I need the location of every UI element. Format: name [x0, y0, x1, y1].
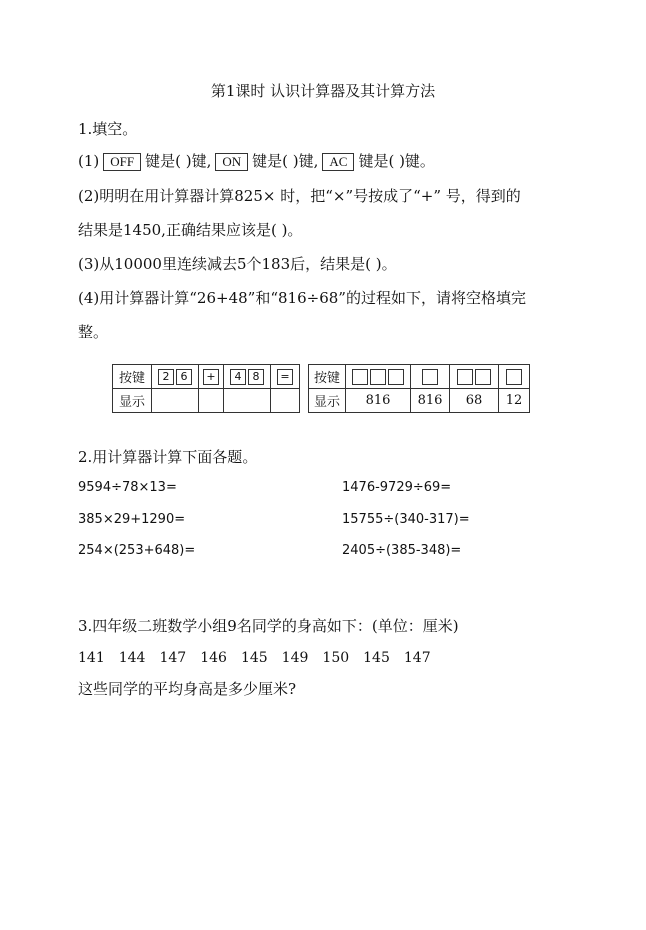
- q1-p1-prefix: (1): [78, 152, 100, 170]
- q1-p1-mid1: 键是( )键,: [145, 152, 212, 170]
- display-cell: 68: [450, 389, 499, 413]
- q1-part4-line2: 整。: [78, 323, 109, 341]
- q1-p1-end: 键是( )键。: [358, 152, 435, 170]
- blank-key-icon: [370, 369, 386, 385]
- key-cell: [152, 365, 199, 389]
- q3-heading: 3.四年级二班数学小组9名同学的身高如下：(单位：厘米): [78, 617, 459, 635]
- key-cell: [450, 365, 499, 389]
- display-row-label: 显示: [113, 389, 152, 413]
- display-cell: 816: [411, 389, 450, 413]
- height-value: 150: [322, 650, 350, 666]
- q1-heading: 1.填空。: [78, 120, 138, 138]
- height-value: 145: [240, 650, 268, 666]
- q1-part2-line2: 结果是1450,正确结果应该是( )。: [78, 221, 303, 239]
- off-key-icon: OFF: [103, 153, 141, 171]
- key-row-label: 按键: [113, 365, 152, 389]
- q1-part4-line1: (4)用计算器计算“26+48”和“816÷68”的过程如下，请将空格填完: [78, 289, 526, 307]
- key-equals-icon: =: [277, 369, 293, 385]
- blank-key-icon: [388, 369, 404, 385]
- key-table-right: [308, 364, 530, 413]
- key-table-left: [112, 364, 300, 413]
- display-cell-blank: [224, 389, 271, 413]
- blank-key-icon: [457, 369, 473, 385]
- height-value: 147: [159, 650, 187, 666]
- height-value: 146: [200, 650, 227, 666]
- q1-p1-mid2: 键是( )键,: [252, 152, 319, 170]
- key-cell: [411, 365, 450, 389]
- key-6-icon: 6: [176, 369, 192, 385]
- on-key-icon: ON: [215, 153, 248, 171]
- q2-item: 254×(253+648)=: [78, 543, 196, 558]
- q1-part3: (3)从10000里连续减去5个183后，结果是( )。: [78, 255, 397, 273]
- height-value: 144: [118, 650, 146, 666]
- key-4-icon: 4: [230, 369, 246, 385]
- blank-key-icon: [422, 369, 438, 385]
- q2-item: 2405÷(385-348)=: [342, 543, 462, 558]
- display-cell: 816: [346, 389, 411, 413]
- blank-key-icon: [475, 369, 491, 385]
- key-cell: [224, 365, 271, 389]
- ac-key-icon: AC: [322, 153, 354, 171]
- q2-heading: 2.用计算器计算下面各题。: [78, 448, 258, 466]
- page-title: 第1课时 认识计算器及其计算方法: [210, 82, 436, 100]
- key-2-icon: 2: [158, 369, 174, 385]
- display-cell-blank: [152, 389, 199, 413]
- height-value: 149: [281, 650, 309, 666]
- key-row-label: 按键: [309, 365, 346, 389]
- q1-part1: [78, 150, 435, 171]
- q1-part2-line1: (2)明明在用计算器计算825× 时，把“×”号按成了“+” 号，得到的: [78, 187, 521, 205]
- display-cell: 12: [499, 389, 530, 413]
- height-value: 141: [78, 650, 105, 666]
- display-row-label: 显示: [309, 389, 346, 413]
- display-cell-blank: [271, 389, 300, 413]
- q2-item: 15755÷(340-317)=: [342, 512, 470, 527]
- key-cell: [271, 365, 300, 389]
- height-value: 145: [363, 650, 390, 666]
- q2-item: 1476-9729÷69=: [342, 480, 452, 495]
- key-cell: [346, 365, 411, 389]
- q2-item: 385×29+1290=: [78, 512, 186, 527]
- display-cell-blank: [199, 389, 224, 413]
- blank-key-icon: [506, 369, 522, 385]
- key-8-icon: 8: [248, 369, 264, 385]
- key-cell: [199, 365, 224, 389]
- key-plus-icon: +: [203, 369, 219, 385]
- q2-item: 9594÷78×13=: [78, 480, 177, 495]
- q3-heights: [78, 650, 431, 666]
- q3-question: 这些同学的平均身高是多少厘米?: [78, 680, 297, 698]
- blank-key-icon: [352, 369, 368, 385]
- height-value: 147: [403, 650, 431, 666]
- key-cell: [499, 365, 530, 389]
